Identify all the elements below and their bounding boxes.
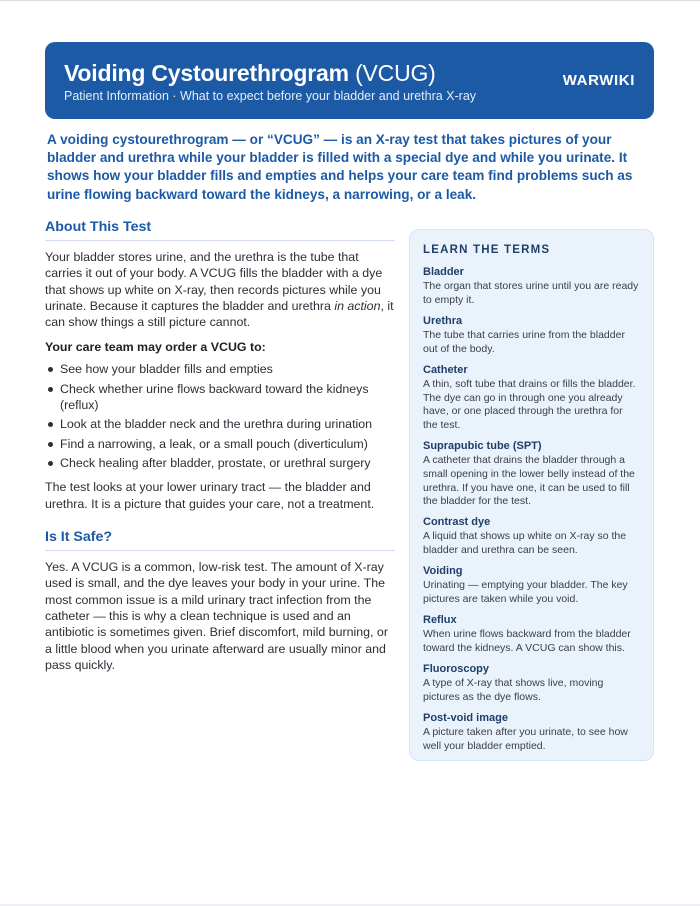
page-title-main: Voiding Cystourethrogram	[64, 60, 349, 86]
glossary-term: Contrast dye	[423, 516, 491, 529]
list-item: Check healing after bladder, prostate, or urethral surgery	[45, 455, 395, 471]
about-paragraph	[45, 249, 395, 330]
main-column	[45, 218, 395, 673]
page-subtitle: Patient Information · What to expect before your bladder and urethra X-ray	[64, 89, 477, 103]
glossary-item	[423, 363, 640, 433]
glossary-item	[423, 265, 640, 307]
about-text-emphasis: in action	[334, 298, 381, 313]
glossary-definition: A catheter that drains the bladder through a small opening in the lower belly instead of the urethra. If you have one, it can be used to fill the bladder for the test.	[423, 454, 635, 508]
about-text-start: Your bladder stores urine, and the urethra is the tube that carries it out of your body. A VCUG fills the bladder with a dye that shows up white on X-ray, then records pictures while you urinate. Because it captures the bladder and urethra	[45, 250, 383, 313]
list-item: Look at the bladder neck and the urethra during urination	[45, 416, 395, 432]
lead-paragraph: A voiding cystourethrogram — or “VCUG” — is an X-ray test that takes pictures of your bladder and urethra while your bladder is filled with a special dye and while you urinate. It shows how your bladder fills and empties and helps your care team find problems such as urine flowing backward toward the kidneys, a narrowing, or a leak.	[47, 132, 633, 202]
glossary-term: Reflux	[423, 614, 457, 627]
glossary-term: Voiding	[423, 565, 463, 578]
glossary-definition: A liquid that shows up white on X-ray so the bladder and urethra can be seen.	[423, 530, 627, 557]
reasons-heading: Your care team may order a VCUG to:	[45, 340, 266, 355]
section-title-about: About This Test	[45, 218, 395, 241]
brand-logo-text: WARWIKI	[562, 72, 635, 89]
glossary-item	[423, 564, 640, 606]
reasons-list	[45, 361, 395, 471]
glossary-item	[423, 711, 640, 753]
glossary-panel	[409, 229, 654, 761]
list-item: Find a narrowing, a leak, or a small pouch (diverticulum)	[45, 436, 395, 452]
glossary-term: Catheter	[423, 363, 468, 376]
page-title	[64, 59, 436, 87]
page-title-abbrev: (VCUG)	[355, 60, 436, 86]
glossary-item	[423, 314, 640, 356]
glossary-item	[423, 515, 640, 557]
glossary-item	[423, 662, 640, 704]
glossary-definition: Urinating — emptying your bladder. The key pictures are taken while you void.	[423, 579, 628, 606]
glossary-item	[423, 613, 640, 655]
list-item: See how your bladder fills and empties	[45, 361, 395, 377]
glossary-definition: When urine flows backward from the bladder toward the kidneys. A VCUG can show this.	[423, 628, 631, 654]
glossary-term: Suprapubic tube (SPT)	[423, 440, 542, 453]
glossary-definition: A thin, soft tube that drains or fills the bladder. The dye can go in through one you already have, or one placed through the urethra for the test.	[423, 377, 636, 431]
glossary-definition: A type of X-ray that shows live, moving pictures as the dye flows.	[423, 677, 604, 703]
glossary-definition: The tube that carries urine from the bladder out of the body.	[423, 328, 625, 355]
about-text-end: , it can show things a still picture cannot.	[45, 298, 394, 330]
glossary-heading: LEARN THE TERMS	[423, 244, 551, 256]
glossary-definition: A picture taken after you urinate, to see how well your bladder emptied.	[423, 726, 628, 752]
about-closing: The test looks at your lower urinary tract — the bladder and urethra. It is a picture that guides your care, not a treatment.	[45, 480, 375, 511]
safety-paragraph: Yes. A VCUG is a common, low-risk test. The amount of X-ray used is small, and the dye leaves your body in your urine. The most common issue is a mild urinary tract infection from the catheter — this is why a clean technique is used and an antibiotic is sometimes given. Brief discomfort, mild burning, or a little blood when you urinate afterward are usually minor and pass quickly.	[45, 560, 388, 672]
glossary-term: Fluoroscopy	[423, 663, 490, 676]
glossary-term: Post-void image	[423, 712, 508, 725]
glossary-item	[423, 439, 640, 509]
list-item: Check whether urine flows backward toward the kidneys (reflux)	[45, 381, 395, 413]
glossary-term: Bladder	[423, 266, 464, 278]
title-banner	[45, 42, 654, 119]
top-divider	[0, 0, 700, 1]
section-title-safety: Is It Safe?	[45, 528, 395, 551]
glossary-term: Urethra	[423, 314, 463, 327]
glossary-definition: The organ that stores urine until you are ready to empty it.	[423, 280, 639, 306]
